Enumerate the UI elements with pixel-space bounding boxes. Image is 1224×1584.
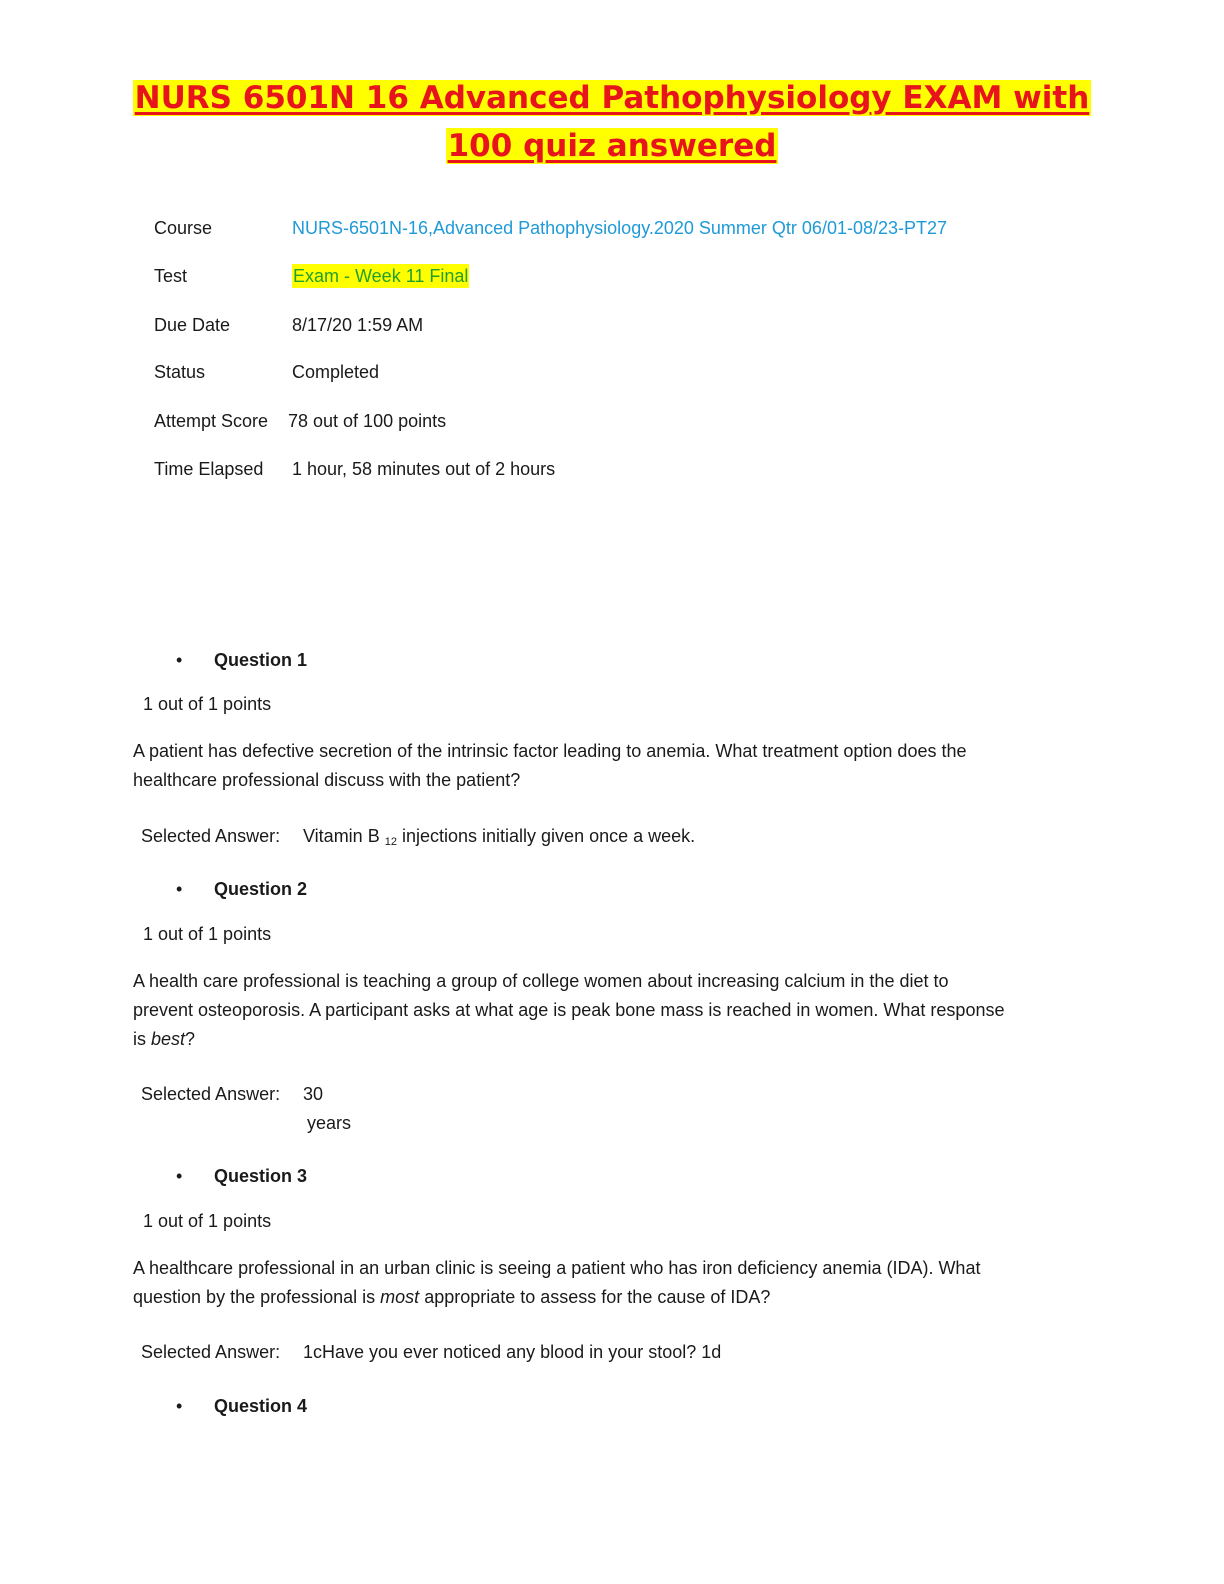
attempt-score-value: 78 out of 100 points: [288, 411, 447, 431]
question-3-text-em: most: [380, 1287, 420, 1307]
bullet-icon: •: [176, 650, 183, 670]
test-value: Exam - Week 11 Final: [293, 266, 469, 286]
due-date-label: Due Date: [154, 315, 231, 335]
question-3-title: Question 3: [214, 1166, 308, 1186]
question-3-points: 1 out of 1 points: [143, 1211, 272, 1231]
question-2-heading: [176, 877, 307, 901]
question-3-answer-text: 1cHave you ever noticed any blood in your stool? 1d: [303, 1342, 722, 1362]
question-3-text-post: appropriate to assess for the cause of IDA?: [424, 1287, 771, 1307]
course-value[interactable]: NURS-6501N-16,Advanced Pathophysiology.2020 Summer Qtr 06/01-08/23-PT27: [292, 218, 948, 238]
question-1-answer-sub: 12: [384, 836, 397, 848]
bullet-icon: •: [176, 1166, 183, 1186]
question-2-answer-line-1: 30: [303, 1084, 324, 1104]
attempt-score-label: Attempt Score: [154, 411, 269, 431]
question-1-title: Question 1: [214, 650, 308, 670]
question-1-answer: [141, 822, 695, 857]
due-date-value: 8/17/20 1:59 AM: [292, 315, 424, 335]
question-1-answer-post: injections initially given once a week.: [401, 826, 696, 846]
test-label: Test: [154, 266, 188, 286]
question-4-heading: [176, 1394, 307, 1418]
status-value: Completed: [292, 362, 380, 382]
bullet-icon: •: [176, 879, 183, 899]
question-2-answer-line-2: years: [307, 1113, 352, 1133]
question-3-text-pre: A healthcare professional in an urban clinic is seeing a patient who has iron deficiency anemia (IDA). What question by the professional is: [133, 1258, 981, 1307]
document-title-line-2: [0, 126, 1224, 166]
title-text-1: NURS 6501N 16 Advanced Pathophysiology EXAM with: [134, 80, 1090, 116]
question-3-answer: [141, 1338, 721, 1367]
question-1-points: 1 out of 1 points: [143, 694, 272, 714]
question-2-points: 1 out of 1 points: [143, 924, 272, 944]
question-1-answer-pre: Vitamin B: [303, 826, 380, 846]
selected-answer-label: Selected Answer:: [141, 826, 281, 846]
bullet-icon: •: [176, 1396, 183, 1416]
title-text-2: 100 quiz answered: [447, 128, 777, 164]
question-2-title: Question 2: [214, 879, 308, 899]
question-1-text: A patient has defective secretion of the intrinsic factor leading to anemia. What treatment option does the healthcare professional discuss with the patient?: [133, 741, 967, 790]
course-label: Course: [154, 218, 213, 238]
question-3-text: [133, 1254, 1013, 1312]
question-2-text: [133, 967, 1013, 1054]
time-elapsed-value: 1 hour, 58 minutes out of 2 hours: [292, 459, 556, 479]
status-label: Status: [154, 362, 206, 382]
document-title-line-1: [0, 78, 1224, 118]
question-2-text-em: best: [151, 1029, 186, 1049]
question-4-title: Question 4: [214, 1396, 308, 1416]
selected-answer-label: Selected Answer:: [141, 1342, 281, 1362]
question-3-heading: [176, 1164, 307, 1188]
question-1-heading: [176, 648, 307, 672]
time-elapsed-label: Time Elapsed: [154, 459, 264, 479]
question-2-answer: [141, 1080, 323, 1109]
question-2-text-pre: A health care professional is teaching a group of college women about increasing calcium in the diet to prevent osteoporosis. A participant asks at what age is peak bone mass is reached in women. What response is: [133, 971, 1005, 1049]
selected-answer-label: Selected Answer:: [141, 1084, 281, 1104]
question-2-text-post: ?: [185, 1029, 196, 1049]
